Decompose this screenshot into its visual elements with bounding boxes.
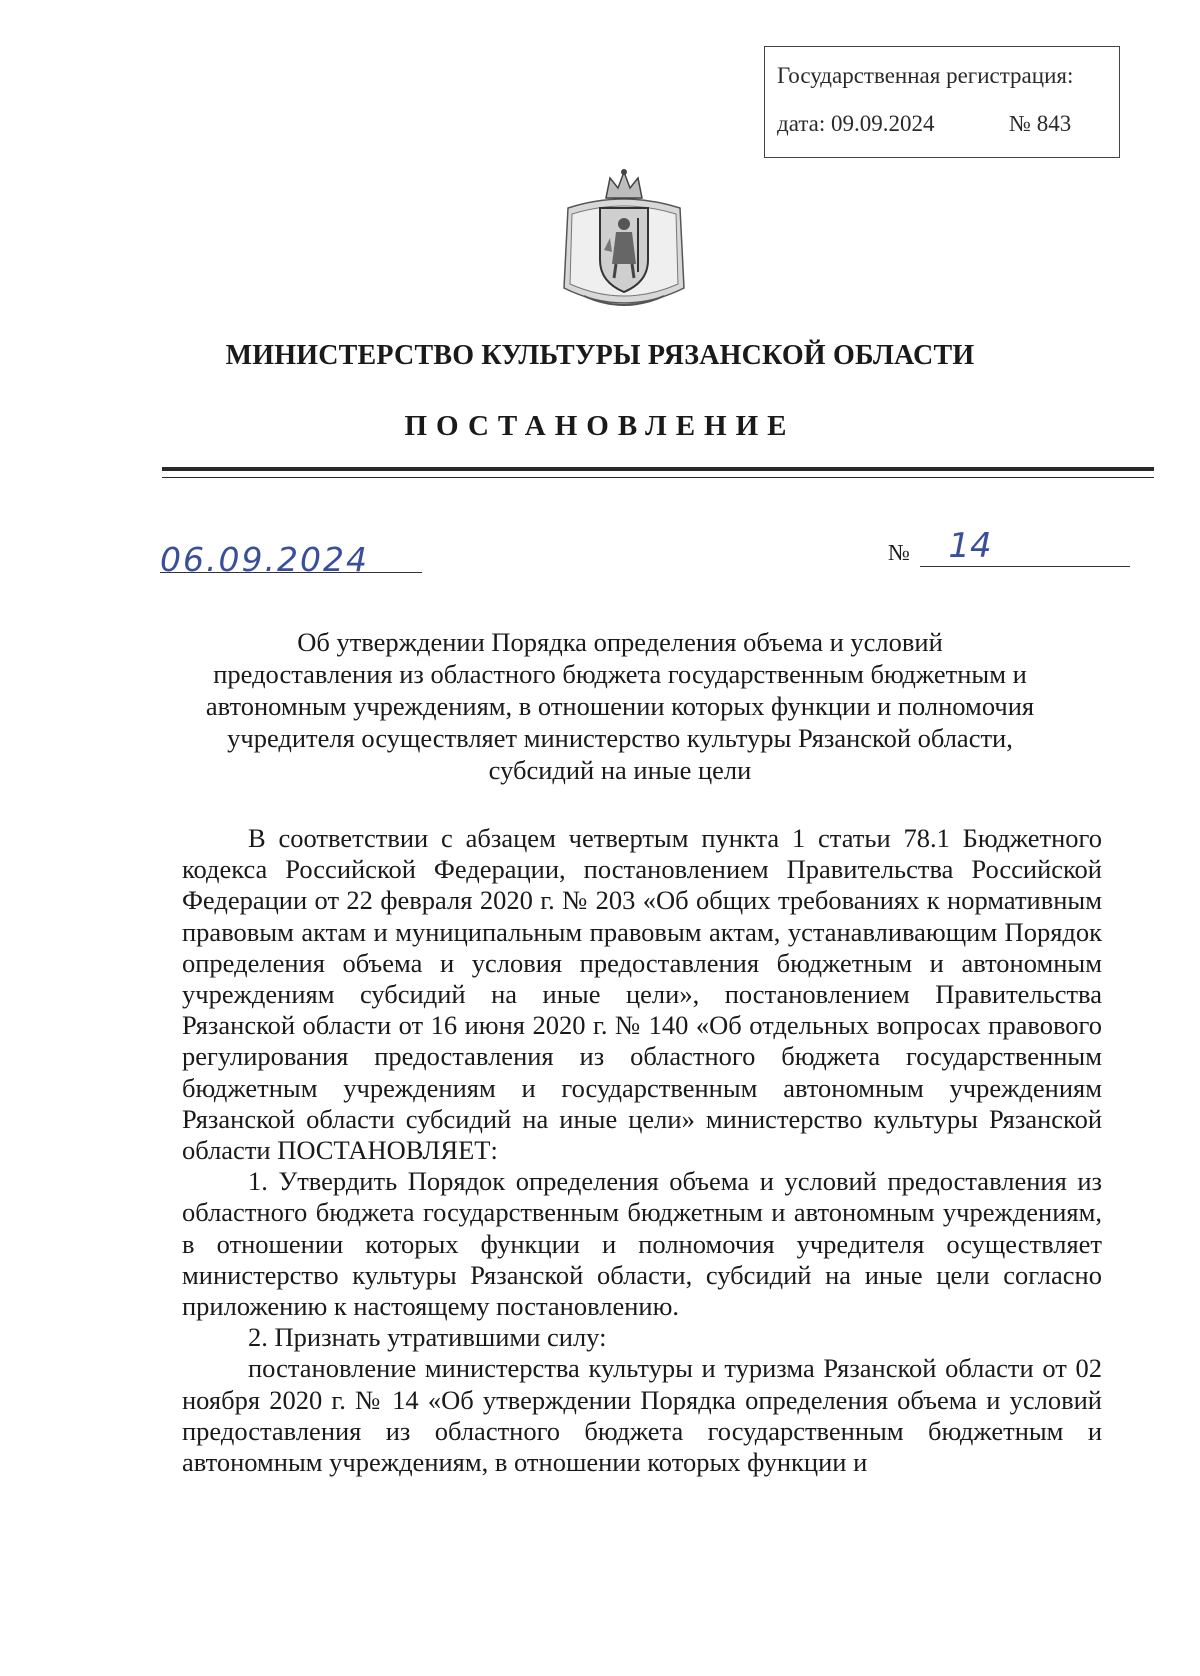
registration-stamp — [764, 46, 1120, 158]
document-date: 06.09.2024 — [160, 540, 369, 579]
header-rule-thin — [162, 477, 1154, 478]
header-rule-thick — [162, 467, 1154, 471]
body-paragraph: постановление министерства культуры и туризма Рязанской области от 02 ноября 2020 г. № 14 «Об утверждении Порядка определения объема и условий предоставления из областного бюджета государственным бюджетным и автономным учреждениям, в отношении которых функции и — [182, 1353, 1102, 1478]
title-line: автономным учреждениям, в отношении которых функции и полномочия — [205, 691, 1035, 721]
body-paragraph: В соответствии с абзацем четвертым пункта 1 статьи 78.1 Бюджетного кодекса Российской Федерации, постановлением Правительства Российской Федерации от 22 февраля 2020 г. № 203 «Об общих требованиях к нормативным правовым актам и муниципальным правовым актам, устанавливающим Порядок определения объема и условия предоставления бюджетным и автономным учреждениям субсидий на иные цели», постановлением Правительства Рязанской области от 16 июня 2020 г. № 140 «Об отдельных вопросах правового регулирования предоставления из областного бюджета государственным бюджетным учреждениям и государственным автономным учреждениям Рязанской области субсидий на иные цели» министерство культуры Рязанской области ПОСТАНОВЛЯЕТ: — [182, 823, 1102, 1166]
body-paragraph: 2. Признать утратившими силу: — [248, 1322, 607, 1353]
ministry-name: МИНИСТЕРСТВО КУЛЬТУРЫ РЯЗАНСКОЙ ОБЛАСТИ — [225, 340, 975, 371]
number-underline — [920, 566, 1130, 567]
title-line: Об утверждении Порядка определения объема и условий — [297, 627, 943, 657]
registration-date: дата: 09.09.2024 — [777, 111, 935, 136]
coat-of-arms-icon — [554, 168, 694, 318]
document-body — [182, 823, 1102, 1478]
title-line: предоставления из областного бюджета государственным бюджетным и — [213, 659, 1027, 689]
date-underline — [160, 572, 422, 573]
registration-number: № 843 — [1009, 111, 1072, 136]
number-sign: № — [888, 540, 910, 565]
title-line: субсидий на иные цели — [488, 755, 752, 785]
body-paragraph: 1. Утвердить Порядок определения объема и условий предоставления из областного бюджета государственным бюджетным и автономным учреждениям, в отношении которых функции и полномочия учредителя осуществляет министерство культуры Рязанской области, субсидий на иные цели согласно приложению к настоящему постановлению. — [182, 1166, 1102, 1322]
document-type: ПОСТАНОВЛЕНИЕ — [404, 410, 796, 442]
registration-title: Государственная регистрация: — [777, 63, 1074, 88]
title-line: учредителя осуществляет министерство культуры Рязанской области, — [227, 723, 1013, 753]
document-number: 14 — [948, 526, 992, 566]
document-title — [180, 626, 1060, 786]
